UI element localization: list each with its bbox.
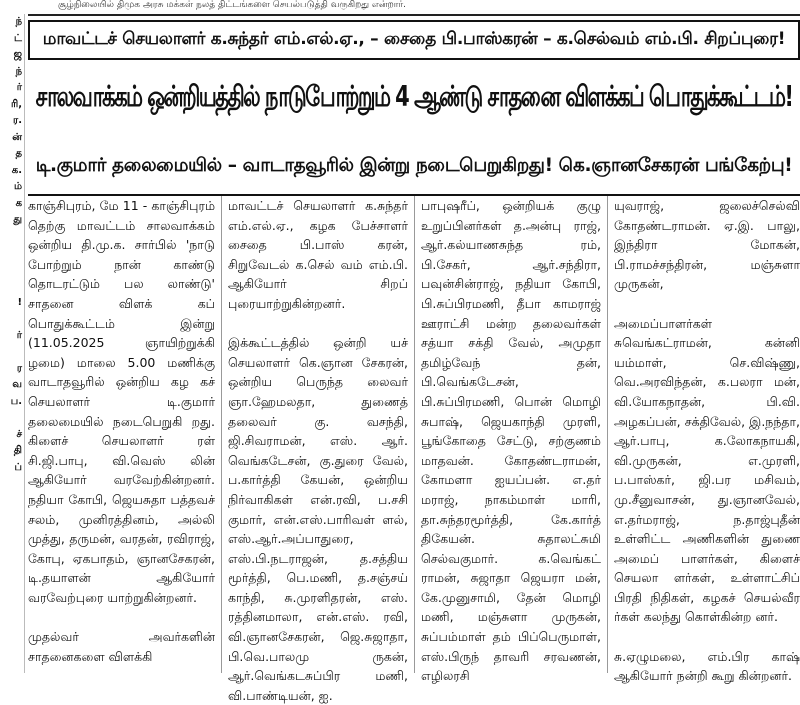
fragment-line: [0, 229, 24, 246]
fragment-line: [0, 344, 24, 361]
fragment-line: ட்: [14, 32, 22, 44]
fragment-line: து: [13, 214, 22, 225]
fragment-line: [0, 278, 24, 295]
paragraph: இக்கூட்டத்தில் ஒன்றி யச் செயலாளர் கெ.ஞான சேகரன், ஒன்றிய பெருந்த லைவர் ஞா.ஹேமலதா, துணைத் தலைவர் கு. வசந்தி, ஜி.சிவராமன், எஸ். ஆர். வெங்கடேசன், கு.துரை வேல், ப.கார்த்தி கேயன், ஒன்றிய நிர்வாகிகள் என்.ரவி, ப.சசி குமார், என்.எஸ்.பாரிவள் ளல், எஸ்.ஆர்.அப்பாதுரை, எஸ்.பி.நடராஜன், த.சத்திய மூர்த்தி, பெ.மணி, த.சஞ்சய் காந்தி, சு.முரளிதரன், எஸ். ரத்தினமாலா, என்.எஸ். ரவி, வி.ஞானசேகரன், ஜெ.சுஜாதா, பி.வெ.பாலமு ருகன், ஆர்.வெங்கடசுப்பிர மணி, வி.பாண்டியன், ஐ.: [228, 335, 408, 703]
article-column-4: [607, 196, 800, 684]
paragraph: யுவராஜ், ஜலைச்செல்வி கோதண்டராமன். ஏ.இ. பாலு, இந்திரா மோகன், பி.ராமச்சந்திரன், மஞ்சுளா முருகன்,: [614, 198, 800, 292]
article-body: [28, 196, 800, 703]
fragment-line: ர.: [13, 115, 22, 126]
fragment-line: ர: [16, 362, 22, 374]
fragment-line: ஜ: [13, 49, 22, 60]
paragraph: காஞ்சிபுரம், மே 11 - காஞ்சிபுரம் தெற்கு மாவட்டம் சாலவாக்கம் ஒன்றிய தி.மு.க. சார்பில் 'நாடு போற்றும் நான் காண்டு தொடரட்டும் பல லாண்டு' சாதனை விளக் கப் பொதுக்கூட்டம் இன்று (11.05.2025 ஞாயிற்றுக்கி ழமை) மாலை 5.00 மணிக்கு வாடாதவூரில் ஒன்றிய கழ கச் செயலாளர் டி.குமார் தலைமையில் நடைபெறுகி றது. கிளைச் செயலாளர் ரள் சி.ஜி.பாபு, வி.வெஸ் லின் ஆகியோர் வரவேற்கின்றனர். நதியா கோபி, ஜெயசுதா பத்தவச் சலம், முனிரத்தினம், அல்லி முத்து, தருமன், வரதன், ரவிராஜ், கோபு, ஏகபாதம், ஞானசேகரன், டி.தயாளன் ஆகியோர் வரவேற்புரை யாற்றுகின்றனர்.: [28, 198, 215, 605]
fragment-line: [0, 410, 24, 427]
kicker-text: மாவட்டச் செயலாளர் க.சுந்தர் எம்.எல்.ஏ., – சைதை பி.பாஸ்கரன் – க.செல்வம் எம்.பி. சிறப்புரை!: [42, 29, 786, 49]
fragment-line: க: [15, 197, 22, 209]
fragment-line: தி: [13, 445, 22, 456]
fragment-line: ர்: [16, 82, 22, 93]
subheadline-text: டி.குமார் தலைமையில் – வாடாதவூரில் இன்று நடைபெறுகிறது! கெ.ஞானசேகரன் பங்கேற்பு!: [35, 154, 793, 176]
headline: [28, 64, 800, 132]
fragment-line: த: [15, 148, 22, 159]
fragment-line: ம்: [13, 181, 22, 192]
fragment-line: ச்: [16, 428, 22, 440]
fragment-line: [0, 262, 24, 279]
article-column-1: [28, 196, 221, 673]
fragment-line: ந்: [15, 16, 22, 27]
article-column-2: [221, 196, 414, 703]
paragraph: மாவட்டச் செயலாளர் க.சுந்தர் எம்.எல்.ஏ., கழக பேச்சாளர் சைதை பி.பாஸ் கரன், சிறுவேடல் க.செல் வம் எம்.பி. ஆகியோர் சிறப் புரையாற்றுகின்றனர்.: [228, 198, 408, 311]
paragraph: முதல்வர் அவர்களின் சாதனைகளை விளக்கி: [28, 629, 215, 664]
fragment-line: ப்: [14, 461, 22, 473]
headline-text: சாலவாக்கம் ஒன்றியத்தில் நாடுபோற்றும் 4 ஆண்டு சாதனை விளக்கப் பொதுக்கூட்டம்!: [35, 79, 793, 113]
subheadline: [28, 146, 800, 186]
paragraph: பாபுஷரீப், ஒன்றியக் குழு உறுப்பினர்கள் த.அன்பு ராஜ், ஆர்.கல்யாணசுந்த ரம், பி.சேகர், ஆர்.சந்திரா, பவுன்சின்ராஜ், நதியா கோபி, பி.சுப்பிரமணி, தீபா காமராஜ் ஊராட்சி மன்ற தலைவர்கள் சத்யா சக்தி வேல், அமுதா தமிழ்வேந் தன், பி.வெங்கடேசன், பி.சுப்பிரமணி, பொன் மொழி சுபாஷ், ஜெயகாந்தி முரளி, பூங்கோதை சேட்டு, சற்குணம் மாதவன். கோதண்டராமன், கோமளா ஐயப்பன். எ.தர் மராஜ், நாகம்மாள் மாரி, தா.சுந்தரமூர்த்தி, கே.கார்த் திகேயன். சுதாலட்சுமி செல்வகுமார். க.வெங்கட் ராமன், சுஜாதா ஜெயரா மன், கே.முனுசாமி, தேன் மொழி மணி, மஞ்சுளா முருகன், சுப்பம்மாள் தம் பிப்பெருமாள், எஸ்.பிருந் தாவரி சரவணன், எழிலரசி: [421, 198, 601, 684]
article-column-3: [414, 196, 607, 684]
fragment-line: ந்: [15, 65, 22, 77]
adjacent-column-fragment: [0, 14, 25, 673]
paragraph: அமைப்பாளர்கள் சுவெங்கட்ராமன், கன்னி யம்மாள், செ.விஷ்ணு, வெ.அரவிந்தன், க.பலரா மன், வி.யோகநாதன், பி.வி. அழகப்பன், சக்திவேல், இ.நந்தா, ஆர்.பாபு, க.லோகநாயகி, வி.முருகன், எ.முரளி, ப.பாஸ்கர், ஜி.பர மசிவம், மு.சீனுவாசன், து.ஞானவேல், எ.தர்மராஜ், ந.தாஜ்புதீன் உள்ளிட்ட அணிகளின் துணை அமைப் பாளர்கள், கிளைச் செயலா ளர்கள், உள்ளாட்சிப் பிரதி நிதிகள், கழகச் செயல்வீர ர்கள் கலந்து கொள்கின்ற னர்.: [614, 315, 800, 625]
fragment-line: ரி,: [11, 98, 22, 110]
fragment-line: ன்: [12, 131, 22, 143]
fragment-line: !: [17, 296, 22, 308]
fragment-line: வ: [12, 379, 22, 390]
fragment-line: [0, 245, 24, 262]
fragment-line: [0, 311, 24, 328]
paragraph: சு.ஏழுமலை, எம்.பிர காஷ் ஆகியோர் நன்றி கூறு கின்றனர்.: [614, 648, 800, 684]
kicker-box: [28, 20, 800, 60]
previous-article-text: சூழ்நிலையில் திமுக அரசு மக்கள் நலத் திட்டங்களை செயல்படுத்தி வருகிறது என்றார்.: [58, 0, 407, 10]
fragment-line: ர்: [16, 329, 22, 341]
fragment-line: க.: [11, 164, 22, 176]
previous-article-strip: [28, 0, 800, 16]
fragment-line: ப.: [10, 395, 22, 407]
